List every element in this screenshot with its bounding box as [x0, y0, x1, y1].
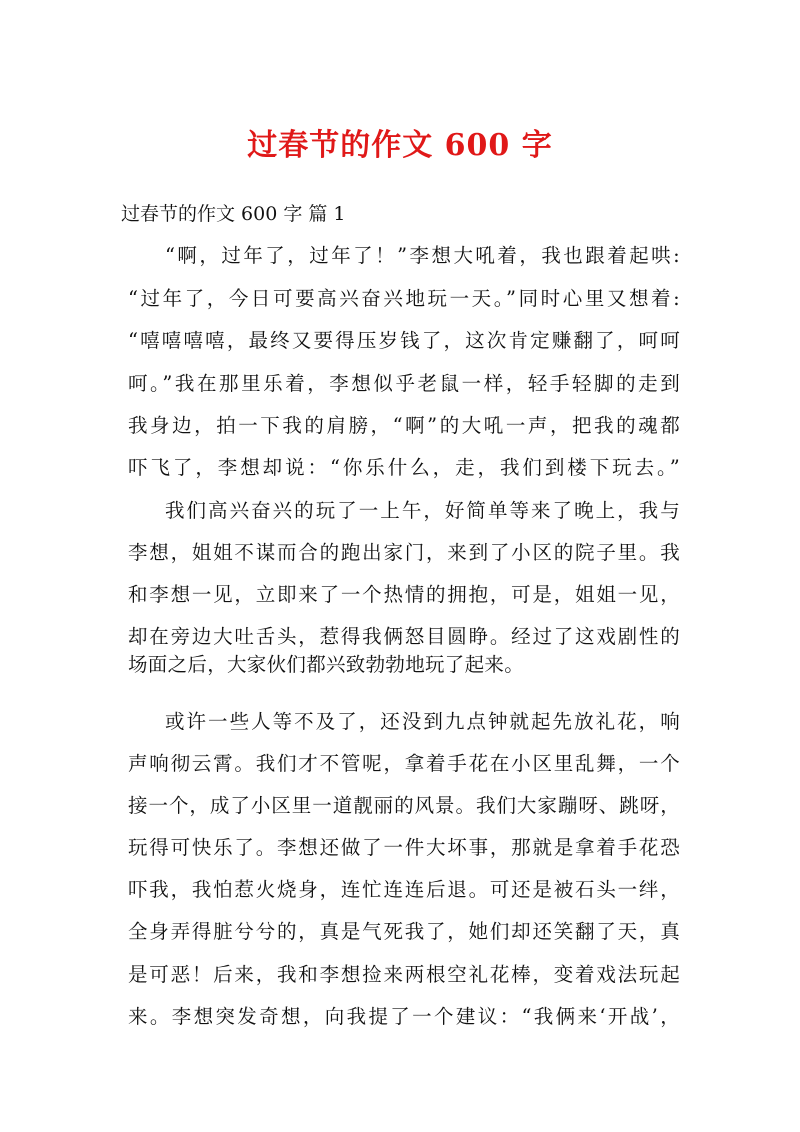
text-line: 来。李想突发奇想，向我提了一个建议：“我俩来‘开战’， [128, 1005, 680, 1028]
text-line: 却在旁边大吐舌头，惹得我俩怒目圆睁。经过了这戏剧性的 [128, 625, 680, 648]
text-line: 或许一些人等不及了，还没到九点钟就起先放礼花，响 [165, 710, 680, 733]
text-line: “嘻嘻嘻嘻，最终又要得压岁钱了，这次肯定赚翻了，呵呵 [128, 329, 680, 352]
text-line: 场面之后，大家伙们都兴致勃勃地玩了起来。 [128, 653, 525, 676]
text-line: 是可恶！后来，我和李想捡来两根空礼花棒，变着戏法玩起 [128, 963, 680, 986]
essay-heading: 过春节的作文 600 字 篇 1 [121, 203, 346, 225]
text-line: 接一个，成了小区里一道靓丽的风景。我们大家蹦呀、跳呀， [128, 794, 680, 817]
text-line: 李想，姐姐不谋而合的跑出家门，来到了小区的院子里。我 [128, 541, 680, 564]
text-line: “过年了，今日可要高兴奋兴地玩一天。”同时心里又想着: [128, 287, 680, 310]
text-line: 吓飞了，李想却说：“你乐什么，走，我们到楼下玩去。” [128, 456, 680, 479]
text-line: 玩得可快乐了。李想还做了一件大坏事，那就是拿着手花恐 [128, 836, 680, 859]
text-line: 呵。”我在那里乐着，李想似乎老鼠一样，轻手轻脚的走到 [128, 372, 680, 395]
text-line: “啊，过年了，过年了！”李想大吼着，我也跟着起哄: [165, 244, 680, 267]
text-line: 我身边，拍一下我的肩膀，“啊”的大吼一声，把我的魂都 [128, 414, 680, 437]
text-line: 我们高兴奋兴的玩了一上午，好简单等来了晚上，我与 [165, 499, 680, 522]
document-title: 过春节的作文 600 字 [247, 128, 553, 163]
text-line: 全身弄得脏兮兮的，真是气死我了，她们却还笑翻了天，真 [128, 920, 680, 943]
text-line: 和李想一见，立即来了一个热情的拥抱，可是，姐姐一见， [128, 583, 680, 606]
text-line: 声响彻云霄。我们才不管呢，拿着手花在小区里乱舞，一个 [128, 752, 680, 775]
text-line: 吓我，我怕惹火烧身，连忙连连后退。可还是被石头一绊， [128, 878, 680, 901]
